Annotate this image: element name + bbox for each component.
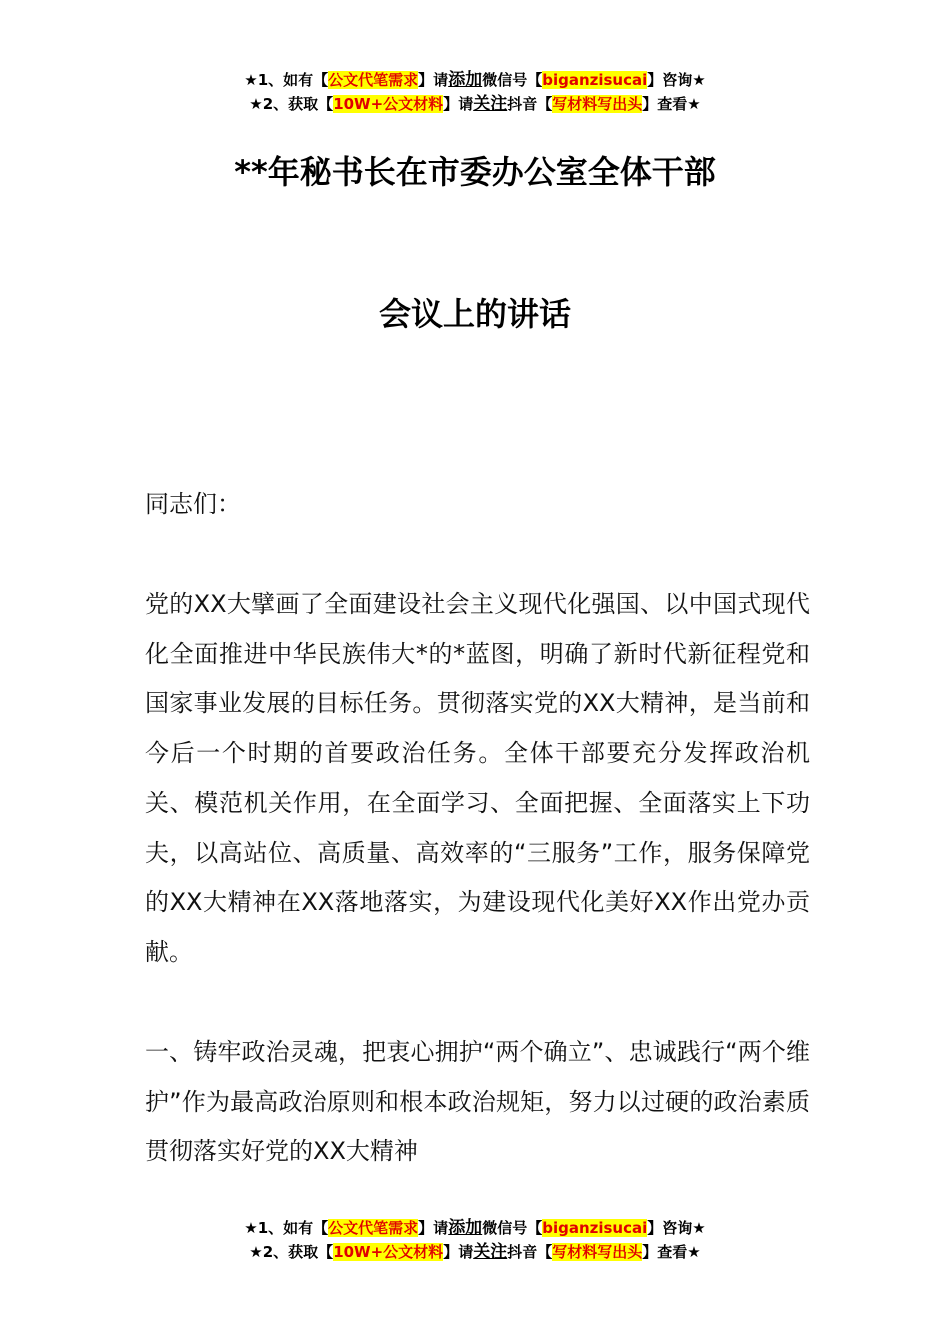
body-paragraph: 党的XX大擘画了全面建设社会主义现代化强国、以中国式现代化全面推进中华民族伟大*的*蓝图，明确了新时代新征程党和国家事业发展的目标任务。贯彻落实党的XX大精神，是当前和今后一个时期的首要政治任务。全体干部要充分发挥政治机关、模范机关作用，在全面学习、全面把握、全面落实上下功夫，以高站位、高质量、高效率的“三服务”工作，服务保障党的XX大精神在XX落地落实，为建设现代化美好XX作出党办贡献。 [145, 590, 810, 966]
banner-text: ★2、获取【 [249, 1243, 334, 1261]
footer-banner [0, 1216, 950, 1264]
banner-line-1 [0, 68, 950, 92]
banner-text: 抖音【 [507, 95, 553, 113]
banner-wechat-id: biganzisucai [542, 71, 648, 89]
banner-text: 】请 [443, 1243, 474, 1261]
banner-text: ★1、如有【 [244, 71, 329, 89]
banner-text: 微信号【 [482, 71, 543, 89]
banner-douyin-id: 写材料写出头 [552, 1243, 643, 1261]
banner-highlight: 10W+公文材料 [333, 95, 444, 113]
banner-text: 】查看★ [642, 95, 701, 113]
banner-line-2 [0, 92, 950, 116]
banner-wechat-id: biganzisucai [542, 1219, 648, 1237]
banner-text: ★2、获取【 [249, 95, 334, 113]
banner-text: 】请 [418, 71, 449, 89]
banner-douyin-id: 写材料写出头 [552, 95, 643, 113]
banner-text: 】请 [418, 1219, 449, 1237]
banner-text: 】咨询★ [647, 1219, 706, 1237]
banner-highlight: 公文代笔需求 [328, 1219, 419, 1237]
document-title-line-1: **年秘书长在市委办公室全体干部 [234, 153, 716, 191]
document-title-line-2: 会议上的讲话 [378, 295, 571, 333]
banner-text: 抖音【 [507, 1243, 553, 1261]
banner-highlight: 10W+公文材料 [333, 1243, 444, 1261]
greeting: 同志们： [145, 490, 241, 518]
banner-line-2 [0, 1240, 950, 1264]
banner-emphasis: 关注 [473, 1242, 508, 1262]
banner-emphasis: 添加 [448, 70, 483, 90]
banner-text: 微信号【 [482, 1219, 543, 1237]
banner-text: ★1、如有【 [244, 1219, 329, 1237]
banner-text: 】咨询★ [647, 71, 706, 89]
header-banner [0, 68, 950, 116]
banner-emphasis: 添加 [448, 1218, 483, 1238]
banner-text: 】查看★ [642, 1243, 701, 1261]
banner-text: 】请 [443, 95, 474, 113]
banner-highlight: 公文代笔需求 [328, 71, 419, 89]
banner-emphasis: 关注 [473, 94, 508, 114]
section-heading: 一、铸牢政治灵魂，把衷心拥护“两个确立”、忠诚践行“两个维护”作为最高政治原则和根本政治规矩，努力以过硬的政治素质贯彻落实好党的XX大精神 [145, 1038, 810, 1166]
banner-line-1 [0, 1216, 950, 1240]
